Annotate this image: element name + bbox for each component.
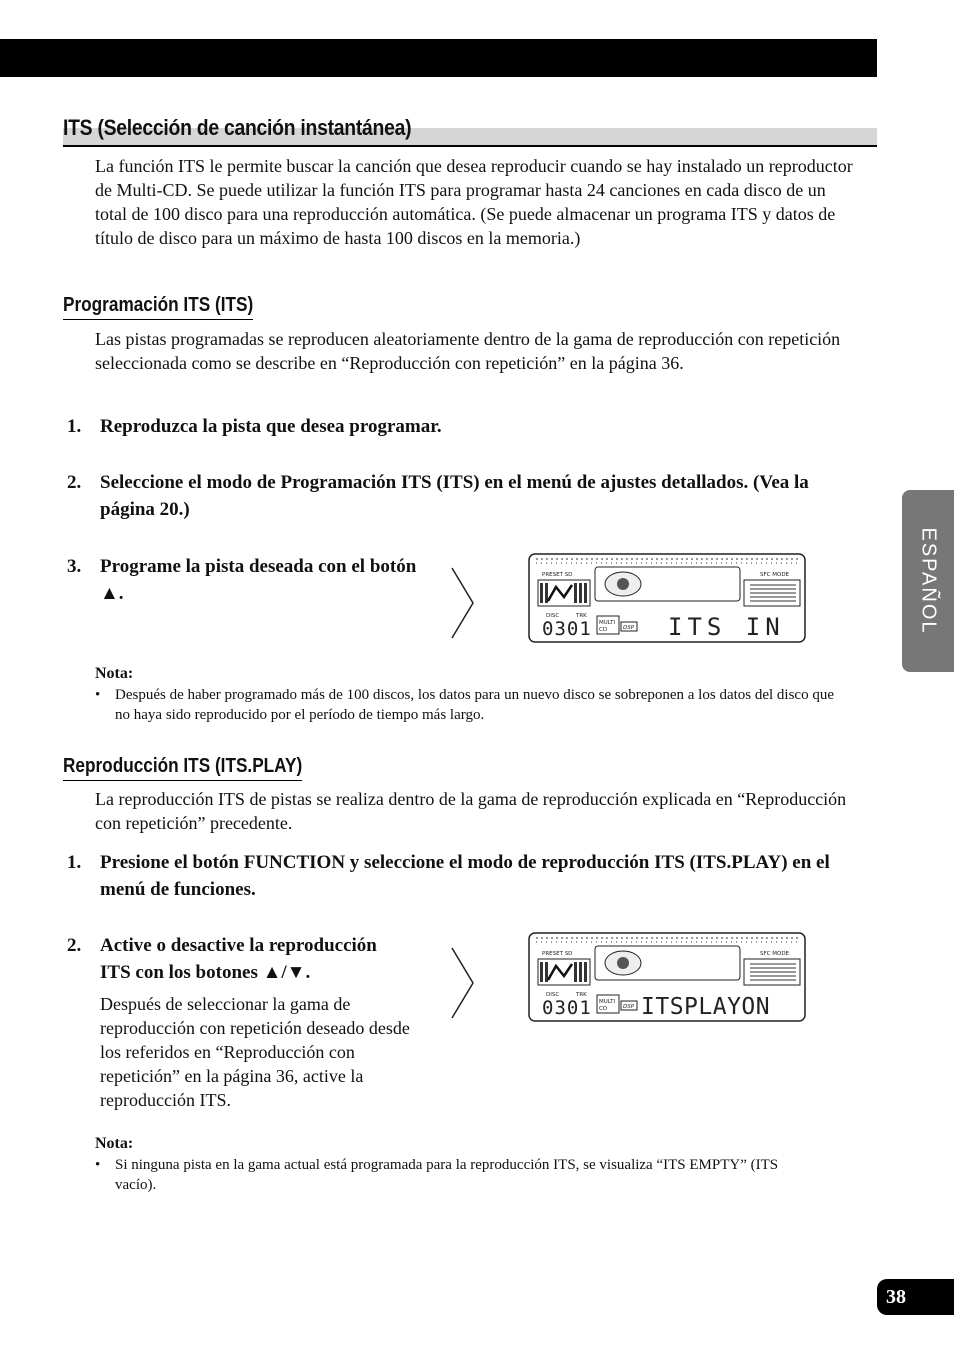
step-text: Programe la pista deseada con el botón ▲. — [100, 556, 417, 604]
programacion-paragraph: Las pistas programadas se reproducen aleatoriamente dentro de la gama de reproducción con repetición seleccionada como se describe en “Reproducción con repetición” en la página 36. — [95, 329, 841, 373]
step-1-programacion — [67, 413, 857, 440]
lcd-main-text: ITSPLAYON — [641, 994, 771, 1020]
step-number: 2. — [67, 472, 82, 493]
note-text: Si ninguna pista en la gama actual está programada para la reproducción ITS, se visualiza “ITS EMPTY” (ITS vacío). — [115, 1157, 779, 1193]
lcd-main-text: ITS IN — [668, 613, 785, 641]
dsp-label: DSP — [623, 625, 635, 631]
chevron-right-icon — [451, 947, 475, 1019]
preset-label: PRESET SD — [542, 572, 573, 578]
header-bar — [0, 39, 877, 77]
step-2-detail: Después de seleccionar la gama de reproducción con repetición deseado desde los referidos en “Reproducción con repetición” en la página 36, active la reproducción ITS. — [100, 994, 410, 1110]
step-text: Active o desactive la reproducción ITS con los botones ▲/▼. — [100, 935, 377, 983]
preset-label: PRESET SD — [542, 951, 573, 957]
note-text: Después de haber programado más de 100 discos, los datos para un nuevo disco se sobreponen a los datos del disco que no haya sido reproducido por el período de tiempo más largo. — [115, 687, 834, 723]
disc-label: DISC — [546, 613, 560, 619]
sfc-label: SFC MODE — [760, 951, 790, 957]
step-text: Seleccione el modo de Programación ITS (ITS) en el menú de ajustes detallados. (Vea la página 20.) — [100, 472, 809, 520]
heading-reproduccion-its: Reproducción ITS (ITS.PLAY) — [63, 753, 302, 781]
reproduccion-paragraph: La reproducción ITS de pistas se realiza dentro de la gama de reproducción explicada en “Reproducción con repetición” precedente. — [95, 789, 847, 833]
step-3-programacion — [67, 553, 417, 607]
trk-label: TRK — [576, 613, 587, 619]
heading-programacion-its: Programación ITS (ITS) — [63, 292, 253, 320]
multi-label: MULTI — [599, 620, 616, 626]
language-tab — [902, 490, 954, 672]
step-2-reproduccion — [67, 932, 412, 986]
note-label: Nota: — [95, 1135, 134, 1152]
note-reproduccion — [95, 1155, 795, 1195]
bullet: • — [95, 1157, 101, 1173]
dsp-label: DSP — [623, 1004, 635, 1010]
language-label: ESPAÑOL — [917, 527, 940, 635]
step-number: 2. — [67, 935, 82, 956]
page-number-badge — [877, 1279, 954, 1315]
chevron-right-icon — [451, 567, 475, 639]
lcd-display-its-in — [528, 553, 806, 643]
disc-label: DISC — [546, 992, 560, 998]
section-title — [63, 112, 877, 147]
page-title: ITS (Selección de canción instantánea) — [63, 115, 412, 140]
step-1-reproduccion — [67, 849, 857, 903]
step-text: Presione el botón FUNCTION y seleccione el modo de reproducción ITS (ITS.PLAY) en el menú de funciones. — [100, 852, 830, 900]
lcd-display-its-play-on — [528, 932, 806, 1022]
step-text: Reproduzca la pista que desea programar. — [100, 416, 442, 437]
step-number: 1. — [67, 852, 82, 873]
bullet: • — [95, 687, 101, 703]
step-number: 1. — [67, 416, 82, 437]
intro-paragraph: La función ITS le permite buscar la canción que desea reproducir cuando se hay instalado un reproductor de Multi-CD. Se puede utilizar la función ITS para programar hasta 24 canciones en cada disco de un total de 100 disco para una reproducción automática. (Se puede almacenar un programa ITS y datos de título de disco para un máximo de hasta 100 discos en la memoria.) — [95, 156, 853, 248]
multi-label: MULTI — [599, 999, 616, 1005]
step-2-programacion — [67, 469, 857, 523]
trk-label: TRK — [576, 992, 587, 998]
note-programacion — [95, 685, 835, 725]
cd-label: CD — [599, 627, 608, 633]
cd-label: CD — [599, 1006, 608, 1012]
step-number: 3. — [67, 556, 82, 577]
note-label: Nota: — [95, 665, 134, 682]
disc-track-number: 0301 — [542, 997, 592, 1019]
page-number: 38 — [886, 1286, 906, 1308]
disc-track-number: 0301 — [542, 618, 592, 640]
sfc-label: SFC MODE — [760, 572, 790, 578]
